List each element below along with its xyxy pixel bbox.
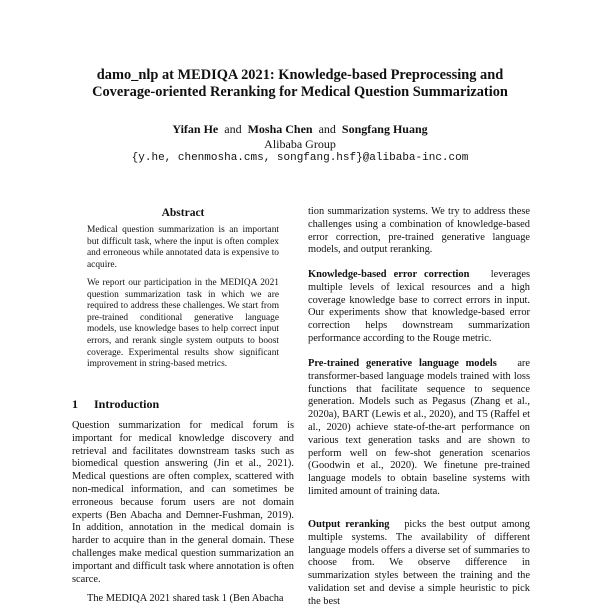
affiliation: Alibaba Group [264, 137, 336, 151]
author-2: Mosha Chen [247, 122, 313, 136]
knowledge-error-correction-text: leverages multiple levels of lexical resources and a high coverage knowledge base to correct errors in input. Our experiments show that knowledge-based error correction helps downstream summarization performance according to the Rouge metric. [308, 269, 530, 344]
section-heading-introduction [72, 397, 159, 411]
author-3: Songfang Huang [341, 122, 428, 136]
abstract-paragraph-1: Medical question summarization is an important but difficult task, where the input is often complex and erroneous while annotated data is expensive to acquire. [87, 225, 279, 270]
output-reranking-heading: Output reranking [308, 519, 390, 530]
pretrained-models-text: are transformer-based language models trained with loss functions that facilitate sequence to sequence generation. Models such as Pegasus (Zhang et al., 2020a), BART (Lewis et al., 2020), and T5 (Raffel et al., 2020) achieve state-of-the-art performance on various text generation tasks and are shown to perform well on few-shot generation scenarios (Goodwin et al., 2020). We finetune pre-trained language models to obtain baseline systems with limited amount of training data. [308, 358, 530, 497]
author-separator-2: and [318, 122, 336, 136]
intro-paragraph-1: Question summarization for medical forum is important for medical knowledge discovery and retrieval and facilitates downstream tasks such as biomedical question answering (Jin et al., 2021). Medical questions are often complex, scattered with non-medical information, and can sometimes be erroneous because forum users are not domain experts (Ben Abacha and Demner-Fushman, 2019). In addition, annotation in the medical domain is harder to acquire than in the general domain. These challenges make medical question summarization an important and difficult task where annotation is often scarce. [72, 420, 294, 585]
intro-paragraph-2: The MEDIQA 2021 shared task 1 (Ben Abacha [87, 593, 284, 604]
section-title: Introduction [94, 397, 160, 411]
author-list [40, 122, 560, 137]
author-1: Yifan He [172, 122, 219, 136]
author-separator-1: and [224, 122, 242, 136]
knowledge-error-correction-paragraph [308, 269, 530, 346]
title-line-2: Coverage-oriented Reranking for Medical Question Summarization [92, 84, 508, 100]
title-line-1: damo_nlp at MEDIQA 2021: Knowledge-based Preprocessing and [96, 67, 504, 83]
right-paragraph-continued: tion summarization systems. We try to address these challenges using a combination of knowledge-based error correction, pre-trained generative language models, and output reranking. [308, 206, 530, 256]
pretrained-models-heading: Pre-trained generative language models [308, 358, 497, 369]
paper-title [40, 67, 560, 101]
abstract-heading: Abstract [161, 207, 205, 219]
output-reranking-paragraph [308, 519, 530, 609]
abstract-paragraph-2: We report our participation in the MEDIQA 2021 question summarization task in which we are required to address these challenges. We start from pre-trained conditional generative language models, use knowledge bases to help correct input errors, and rerank single system outputs to boost coverage. Experimental results show significant improvement in string-based metrics. [87, 278, 279, 370]
author-emails: {y.he, chenmosha.cms, songfang.hsf}@alibaba-inc.com [131, 152, 469, 164]
section-number: 1 [72, 397, 78, 411]
output-reranking-text: picks the best output among multiple systems. The availability of different language models offers a diverse set of summaries to choose from. We observe difference in summarization styles between the training and the validation set and devise a simple heuristic to pick the best [308, 519, 530, 607]
knowledge-error-correction-heading: Knowledge-based error correction [308, 269, 470, 280]
pretrained-models-paragraph [308, 358, 530, 499]
